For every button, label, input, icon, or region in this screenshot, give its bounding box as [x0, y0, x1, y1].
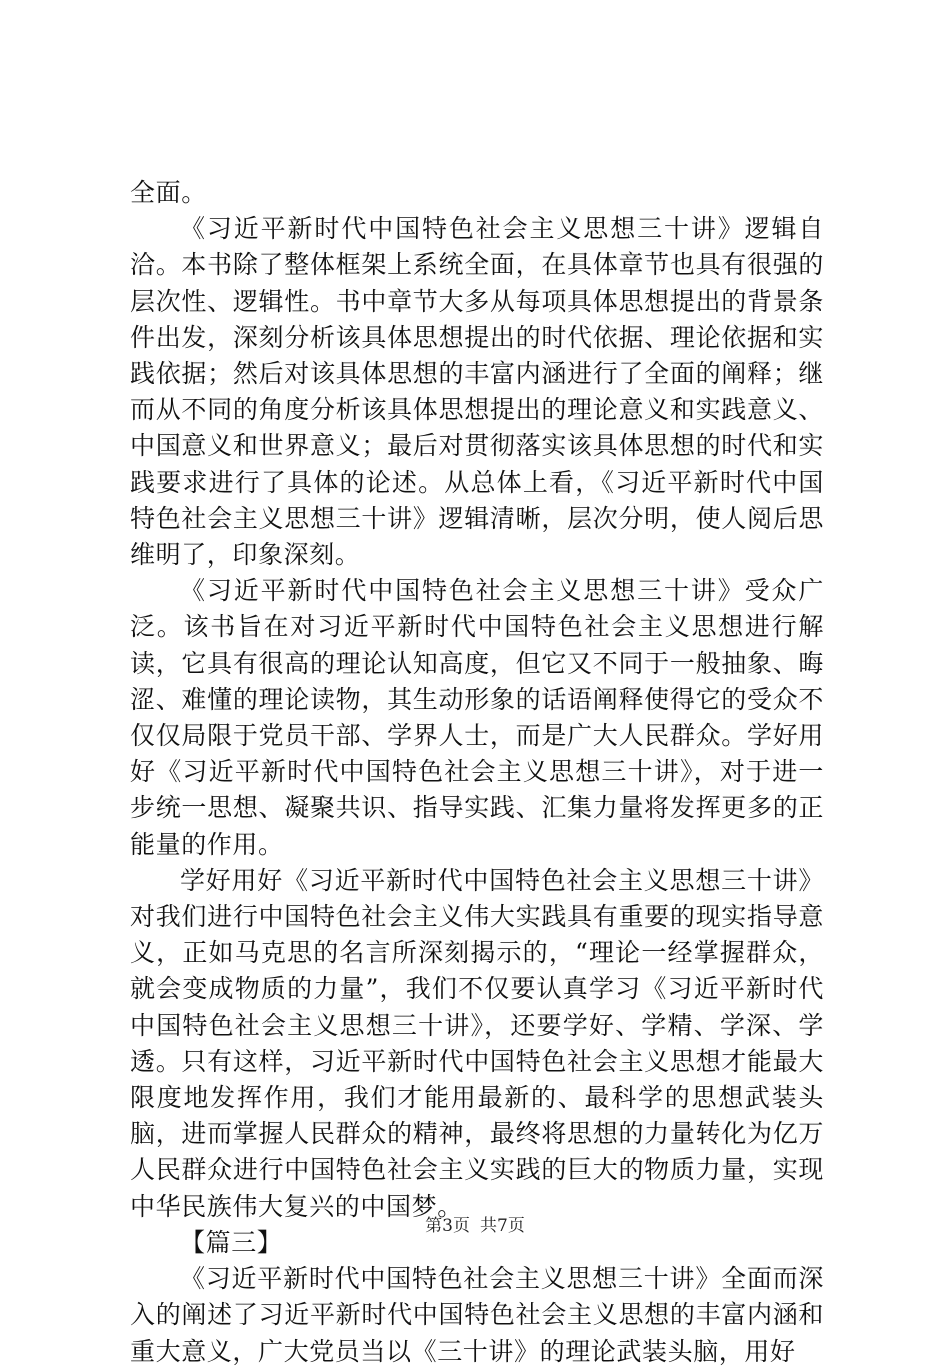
page-total: 共7页	[480, 1216, 525, 1236]
paragraph-continuation: 全面。	[130, 178, 207, 207]
paragraph-logic: 《习近平新时代中国特色社会主义思想三十讲》逻辑自洽。本书除了整体框架上系统全面，在具体章节也具有很强的层次性、逻辑性。书中章节大多从每项具体思想提出的背景条件出发，深刻分析该具体思想提出的时代依据、理论依据和实践依据；然后对该具体思想的丰富内涵进行了全面的阐释；继而从不同的角度分析该具体思想提出的理论意义和实践意义、中国意义和世界意义；最后对贯彻落实该具体思想的时代和实践要求进行了具体的论述。从总体上看，《习近平新时代中国特色社会主义思想三十讲》逻辑清晰，层次分明，使人阅后思维明了，印象深刻。	[130, 214, 824, 570]
page-number: 第3页	[425, 1216, 470, 1236]
page-footer	[0, 1215, 950, 1237]
paragraph-audience: 《习近平新时代中国特色社会主义思想三十讲》受众广泛。该书旨在对习近平新时代中国特色社会主义思想进行解读，它具有很高的理论认知高度，但它又不同于一般抽象、晦涩、难懂的理论读物，其生动形象的话语阐释使得它的受众不仅仅局限于党员干部、学界人士，而是广大人民群众。学好用好《习近平新时代中国特色社会主义思想三十讲》，对于进一步统一思想、凝聚共识、指导实践、汇集力量将发挥更多的正能量的作用。	[130, 576, 824, 859]
section-heading: 【篇三】	[180, 1227, 283, 1257]
paragraph-section-three: 《习近平新时代中国特色社会主义思想三十讲》全面而深入的阐述了习近平新时代中国特色社会主义思想的丰富内涵和重大意义，广大党员当以《三十讲》的理论武装头脑，用好	[130, 1264, 824, 1366]
paragraph-practice: 学好用好《习近平新时代中国特色社会主义思想三十讲》对我们进行中国特色社会主义伟大实践具有重要的现实指导意义，正如马克思的名言所深刻揭示的，“理论一经掌握群众，就会变成物质的力量”，我们不仅要认真学习《习近平新时代中国特色社会主义思想三十讲》，还要学好、学精、学深、学透。只有这样，习近平新时代中国特色社会主义思想才能最大限度地发挥作用，我们才能用最新的、最科学的思想武装头脑，进而掌握人民群众的精神，最终将思想的力量转化为亿万人民群众进行中国特色社会主义实践的巨大的物质力量，实现中华民族伟大复兴的中国梦。	[130, 865, 824, 1221]
document-body	[130, 175, 824, 1370]
